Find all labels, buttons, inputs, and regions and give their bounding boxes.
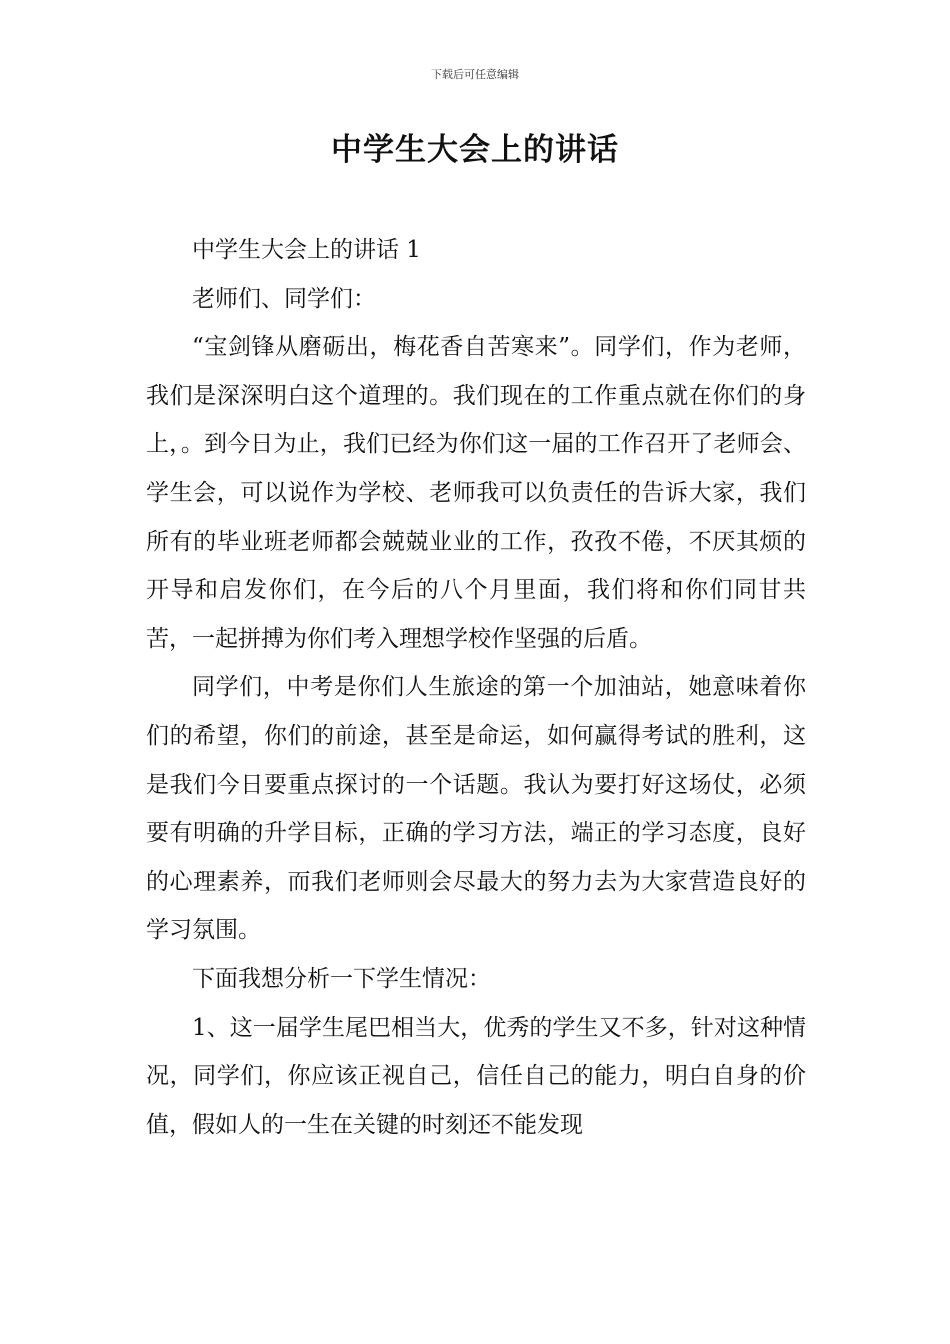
paragraph-subtitle: 中学生大会上的讲话 1 xyxy=(192,237,421,263)
paragraph-3: 下面我想分析一下学生情况： xyxy=(192,965,491,992)
paragraph-1: “宝剑锋从磨砺出，梅花香自苦寒来”。同学们，作为老师，我们是深深明白这个道理的。我们现在的工作重点就在你们的身上，。到今日为止，我们已经为你们这一届的工作召开了老师会、学生会，可以说作为学校、老师我可以负责任的告诉大家，我们所有的毕业班老师都会兢兢业业的工作，孜孜不倦，不厌其烦的开导和启发你们，在今后的八个月里面，我们将和你们同甘共苦，一起拼搏为你们考入理想学校作坚强的后盾。 xyxy=(146,334,806,652)
paragraph-4: 1、这一届学生尾巴相当大，优秀的学生又不多，针对这种情况，同学们，你应该正视自己，信任自己的能力，明白自身的价值，假如人的一生在关键的时刻还不能发现 xyxy=(146,1014,806,1138)
document-body xyxy=(146,226,806,1149)
header-note: 下载后可任意编辑 xyxy=(431,68,519,81)
document-title: 中学生大会上的讲话 xyxy=(331,132,619,168)
paragraph-salutation: 老师们、同学们： xyxy=(192,285,376,312)
paragraph-2: 同学们，中考是你们人生旅途的第一个加油站，她意味着你们的希望，你们的前途，甚至是命运，如何赢得考试的胜利，这是我们今日要重点探讨的一个话题。我认为要打好这场仗，必须要有明确的升学目标，正确的学习方法，端正的学习态度，良好的心理素养，而我们老师则会尽最大的努力去为大家营造良好的学习氛围。 xyxy=(146,674,806,944)
